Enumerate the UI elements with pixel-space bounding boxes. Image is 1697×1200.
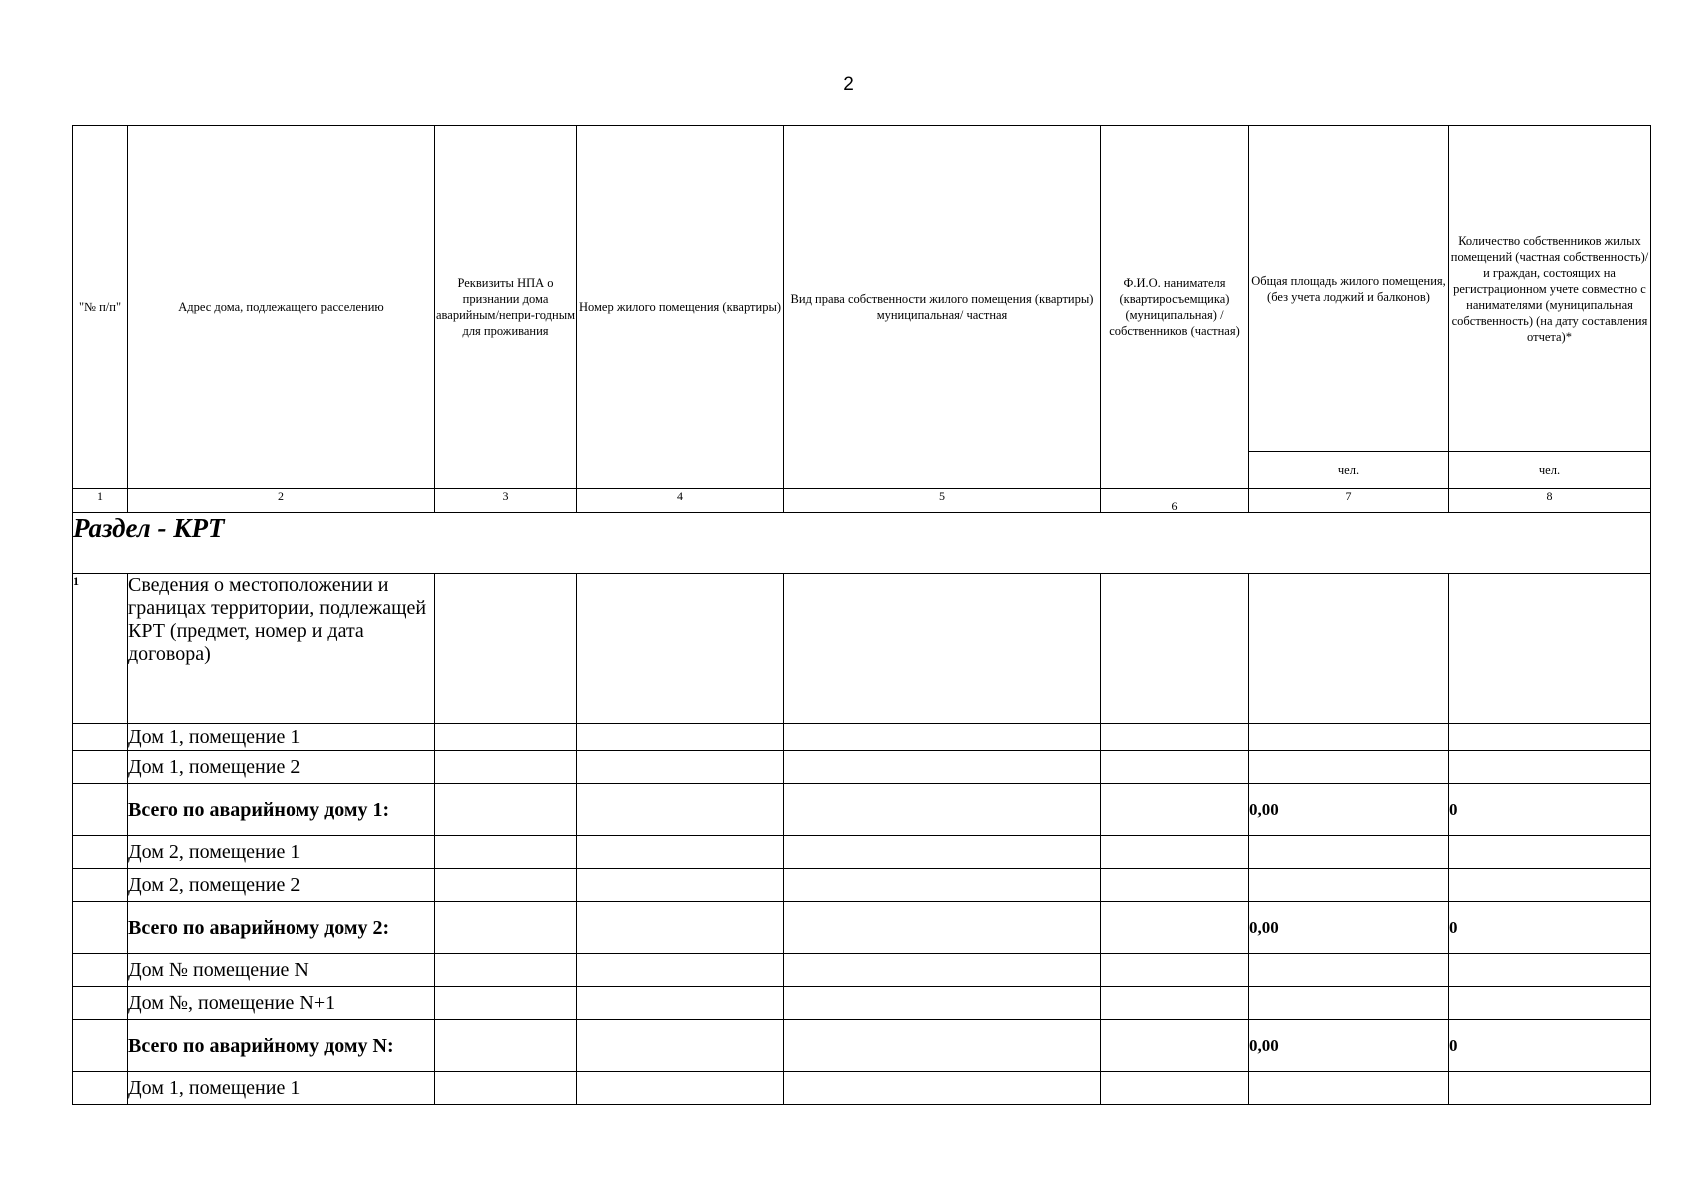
column-number: 5	[784, 489, 1101, 513]
empty-cell	[1449, 836, 1651, 869]
empty-cell	[1101, 751, 1249, 784]
empty-cell	[577, 1020, 784, 1072]
empty-cell	[73, 987, 128, 1020]
header-number: "№ п/п"	[73, 126, 128, 489]
empty-cell	[435, 869, 577, 902]
empty-cell	[1249, 987, 1449, 1020]
table-row	[73, 954, 1651, 987]
header-ownership-type	[784, 126, 1101, 489]
empty-cell	[73, 1020, 128, 1072]
empty-cell	[784, 954, 1101, 987]
empty-cell	[435, 954, 577, 987]
empty-cell	[1101, 954, 1249, 987]
address-cell: Дом 1, помещение 2	[128, 751, 435, 784]
empty-cell	[1101, 987, 1249, 1020]
empty-cell	[1249, 574, 1449, 724]
column-number: 1	[73, 489, 128, 513]
empty-cell	[73, 836, 128, 869]
empty-cell	[1101, 724, 1249, 751]
empty-cell	[577, 751, 784, 784]
empty-cell	[784, 574, 1101, 724]
table-row	[73, 836, 1651, 869]
empty-cell	[1449, 1072, 1651, 1105]
empty-cell	[784, 987, 1101, 1020]
empty-cell	[1249, 1072, 1449, 1105]
empty-cell	[577, 784, 784, 836]
column-number: 8	[1449, 489, 1651, 513]
empty-cell	[73, 869, 128, 902]
address-cell: Дом 1, помещение 1	[128, 1072, 435, 1105]
total-area: 0,00	[1249, 902, 1449, 954]
empty-cell	[73, 751, 128, 784]
header-owners-count: Количество собственников жилых помещений (частная собственность)/ и граждан, состоящих на регистрационном учете совместно с нанимателями (муниципальная собственность) (на дату составления отчета)*	[1449, 126, 1651, 452]
total-label: Всего по аварийному дому 2:	[128, 902, 435, 954]
address-cell: Дом 2, помещение 1	[128, 836, 435, 869]
column-number: 2	[128, 489, 435, 513]
empty-cell	[1449, 724, 1651, 751]
row-index: 1	[73, 574, 128, 724]
column-number: 7	[1249, 489, 1449, 513]
table-header-row	[73, 126, 1651, 452]
page-number: 2	[843, 74, 854, 95]
table-row	[73, 724, 1651, 751]
empty-cell	[1101, 784, 1249, 836]
address-cell: Дом 1, помещение 1	[128, 724, 435, 751]
header-address: Адрес дома, подлежащего расселению	[128, 126, 435, 489]
empty-cell	[784, 869, 1101, 902]
empty-cell	[73, 954, 128, 987]
table-row	[73, 869, 1651, 902]
header-ownership-type-line1: Вид права собственности жилого помещения (квартиры)	[790, 292, 1094, 306]
empty-cell	[435, 784, 577, 836]
empty-cell	[1449, 954, 1651, 987]
empty-cell	[1101, 574, 1249, 724]
empty-cell	[784, 1072, 1101, 1105]
info-row	[73, 574, 1651, 724]
address-cell: Дом 2, помещение 2	[128, 869, 435, 902]
empty-cell	[1449, 987, 1651, 1020]
empty-cell	[73, 902, 128, 954]
header-tenant-name: Ф.И.О. нанимателя (квартиросъемщика) (муниципальная) / собственников (частная)	[1101, 126, 1249, 489]
header-apartment-number: Номер жилого помещения (квартиры)	[577, 126, 784, 489]
column-number: 3	[435, 489, 577, 513]
empty-cell	[435, 836, 577, 869]
empty-cell	[577, 987, 784, 1020]
column-number: 6	[1101, 489, 1249, 513]
table-row	[73, 987, 1651, 1020]
empty-cell	[435, 1020, 577, 1072]
address-cell: Дом № помещение N	[128, 954, 435, 987]
empty-cell	[435, 751, 577, 784]
empty-cell	[577, 869, 784, 902]
empty-cell	[784, 724, 1101, 751]
address-cell: Дом №, помещение N+1	[128, 987, 435, 1020]
empty-cell	[1449, 574, 1651, 724]
total-count: 0	[1449, 1020, 1651, 1072]
empty-cell	[1449, 751, 1651, 784]
empty-cell	[577, 954, 784, 987]
section-row	[73, 513, 1651, 574]
empty-cell	[1101, 1020, 1249, 1072]
empty-cell	[784, 836, 1101, 869]
section-title: Раздел - КРТ	[73, 513, 1651, 574]
empty-cell	[73, 724, 128, 751]
empty-cell	[1101, 1072, 1249, 1105]
total-label: Всего по аварийному дому 1:	[128, 784, 435, 836]
total-label: Всего по аварийному дому N:	[128, 1020, 435, 1072]
territory-info: Сведения о местоположении и границах территории, подлежащей КРТ (предмет, номер и дата договора)	[128, 574, 435, 724]
empty-cell	[577, 902, 784, 954]
empty-cell	[1249, 836, 1449, 869]
empty-cell	[577, 574, 784, 724]
column-numbers-row	[73, 489, 1651, 513]
empty-cell	[1249, 869, 1449, 902]
empty-cell	[577, 724, 784, 751]
empty-cell	[784, 1020, 1101, 1072]
total-count: 0	[1449, 902, 1651, 954]
unit-col8: чел.	[1449, 452, 1651, 489]
empty-cell	[435, 724, 577, 751]
unit-col7: чел.	[1249, 452, 1449, 489]
empty-cell	[577, 1072, 784, 1105]
resettlement-table	[72, 125, 1651, 1105]
empty-cell	[1101, 836, 1249, 869]
total-row	[73, 784, 1651, 836]
empty-cell	[435, 574, 577, 724]
empty-cell	[784, 751, 1101, 784]
table-row	[73, 751, 1651, 784]
header-ownership-type-line2: муниципальная/ частная	[876, 308, 1008, 322]
empty-cell	[784, 784, 1101, 836]
total-count: 0	[1449, 784, 1651, 836]
table-row	[73, 1072, 1651, 1105]
total-area: 0,00	[1249, 1020, 1449, 1072]
empty-cell	[435, 987, 577, 1020]
empty-cell	[1101, 869, 1249, 902]
empty-cell	[577, 836, 784, 869]
empty-cell	[435, 1072, 577, 1105]
empty-cell	[1449, 869, 1651, 902]
header-npa-details: Реквизиты НПА о признании дома аварийным/непри-годным для проживания	[435, 126, 577, 489]
empty-cell	[435, 902, 577, 954]
empty-cell	[1249, 954, 1449, 987]
total-row	[73, 902, 1651, 954]
empty-cell	[784, 902, 1101, 954]
header-total-area: Общая площадь жилого помещения, (без учета лоджий и балконов)	[1249, 126, 1449, 452]
total-row	[73, 1020, 1651, 1072]
empty-cell	[1249, 724, 1449, 751]
total-area: 0,00	[1249, 784, 1449, 836]
empty-cell	[1101, 902, 1249, 954]
column-number: 4	[577, 489, 784, 513]
empty-cell	[73, 784, 128, 836]
empty-cell	[73, 1072, 128, 1105]
empty-cell	[1249, 751, 1449, 784]
